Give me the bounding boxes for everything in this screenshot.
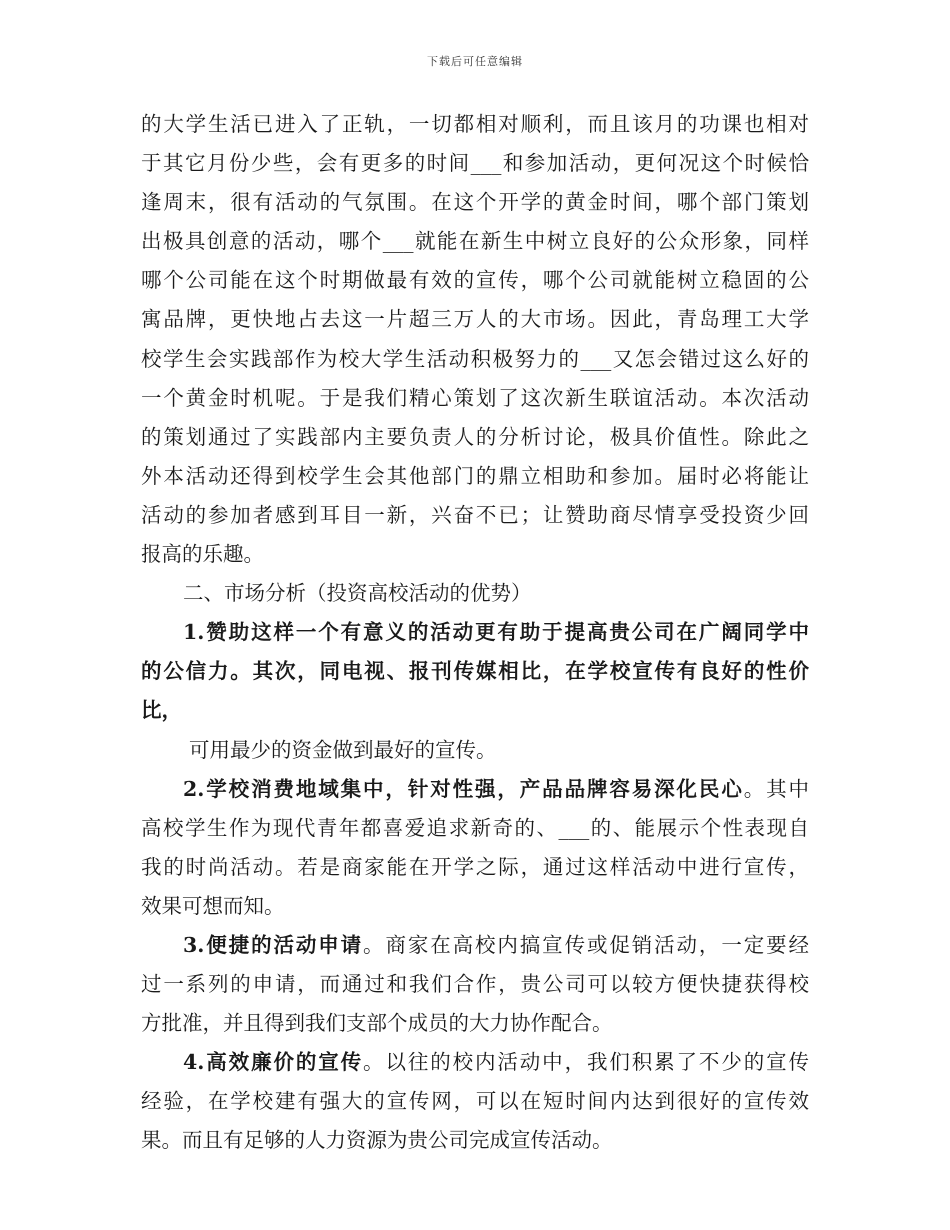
item-3-heading-line bbox=[141, 926, 809, 965]
item-4-line: 果。而且有足够的人力资源为贵公司完成宣传活动。 bbox=[141, 1128, 613, 1153]
item-2-heading-line bbox=[141, 770, 809, 809]
item-1-continuation: 可用最少的资金做到最好的宣传。 bbox=[189, 737, 497, 762]
item-3-line: 过一系列的申请，而通过和我们合作，贵公司可以较方便快捷获得校 bbox=[141, 972, 809, 997]
item-3-bold: 3.便捷的活动申请 bbox=[183, 932, 364, 957]
item-4-bold: 4.高效廉价的宣传 bbox=[183, 1050, 364, 1075]
paragraph-line: 哪个公司能在这个时期做最有效的宣传，哪个公司就能树立稳固的公 bbox=[141, 268, 809, 293]
item-1-line: 比， bbox=[141, 698, 182, 723]
paragraph-line: 寓品牌，更快地占去这一片超三万人的大市场。因此，青岛理工大学 bbox=[141, 307, 809, 332]
paragraph-line: 报高的乐趣。 bbox=[141, 542, 264, 567]
item-4-heading-line bbox=[141, 1043, 809, 1082]
paragraph-line: 校学生会实践部作为校大学生活动积极努力的___又怎会错过这么好的 bbox=[141, 346, 809, 371]
page-header: 下载后可任意编辑 bbox=[427, 55, 523, 68]
paragraph-line: 外本活动还得到校学生会其他部门的鼎立相助和参加。届时必将能让 bbox=[141, 463, 809, 488]
item-2-rest: 。其中 bbox=[743, 776, 809, 801]
paragraph-line: 逢周末，很有活动的气氛围。在这个开学的黄金时间，哪个部门策划 bbox=[141, 190, 809, 215]
item-3-rest: 。商家在高校内搞宣传或促销活动，一定要经 bbox=[363, 932, 809, 957]
item-2-line: 我的时尚活动。若是商家能在开学之际，通过这样活动中进行宣传， bbox=[141, 854, 809, 879]
paragraph-line: 的策划通过了实践部内主要负责人的分析讨论，极具价值性。除此之 bbox=[141, 424, 809, 449]
item-1-line: 1.赞助这样一个有意义的活动更有助于提高贵公司在广阔同学中 bbox=[183, 620, 809, 645]
item-2-line: 高校学生作为现代青年都喜爱追求新奇的、___的、能展示个性表现自 bbox=[141, 815, 809, 840]
paragraph-line: 的大学生活已进入了正轨，一切都相对顺利，而且该月的功课也相对 bbox=[141, 112, 809, 136]
item-1-line: 的公信力。其次，同电视、报刊传媒相比，在学校宣传有良好的性价 bbox=[141, 659, 809, 684]
item-2-bold: 2.学校消费地域集中，针对性强，产品品牌容易深化民心 bbox=[183, 776, 744, 801]
paragraph-line: 于其它月份少些，会有更多的时间___和参加活动，更何况这个时候恰 bbox=[141, 151, 809, 176]
paragraph-line: 一个黄金时机呢。于是我们精心策划了这次新生联谊活动。本次活动 bbox=[141, 385, 809, 410]
item-3-line: 方批准，并且得到我们支部个成员的大力协作配合。 bbox=[141, 1011, 613, 1036]
item-4-line: 经验，在学校建有强大的宣传网，可以在短时间内达到很好的宣传效 bbox=[141, 1089, 809, 1114]
paragraph-line: 出极具创意的活动，哪个___就能在新生中树立良好的公众形象，同样 bbox=[141, 229, 809, 254]
section-heading: 二、市场分析（投资高校活动的优势） bbox=[183, 581, 532, 606]
item-4-rest: 。以往的校内活动中，我们积累了不少的宣传 bbox=[363, 1050, 809, 1075]
item-2-line: 效果可想而知。 bbox=[141, 893, 285, 918]
document-body bbox=[141, 105, 809, 1161]
paragraph-line: 活动的参加者感到耳目一新，兴奋不已；让赞助商尽情享受投资少回 bbox=[141, 502, 809, 527]
